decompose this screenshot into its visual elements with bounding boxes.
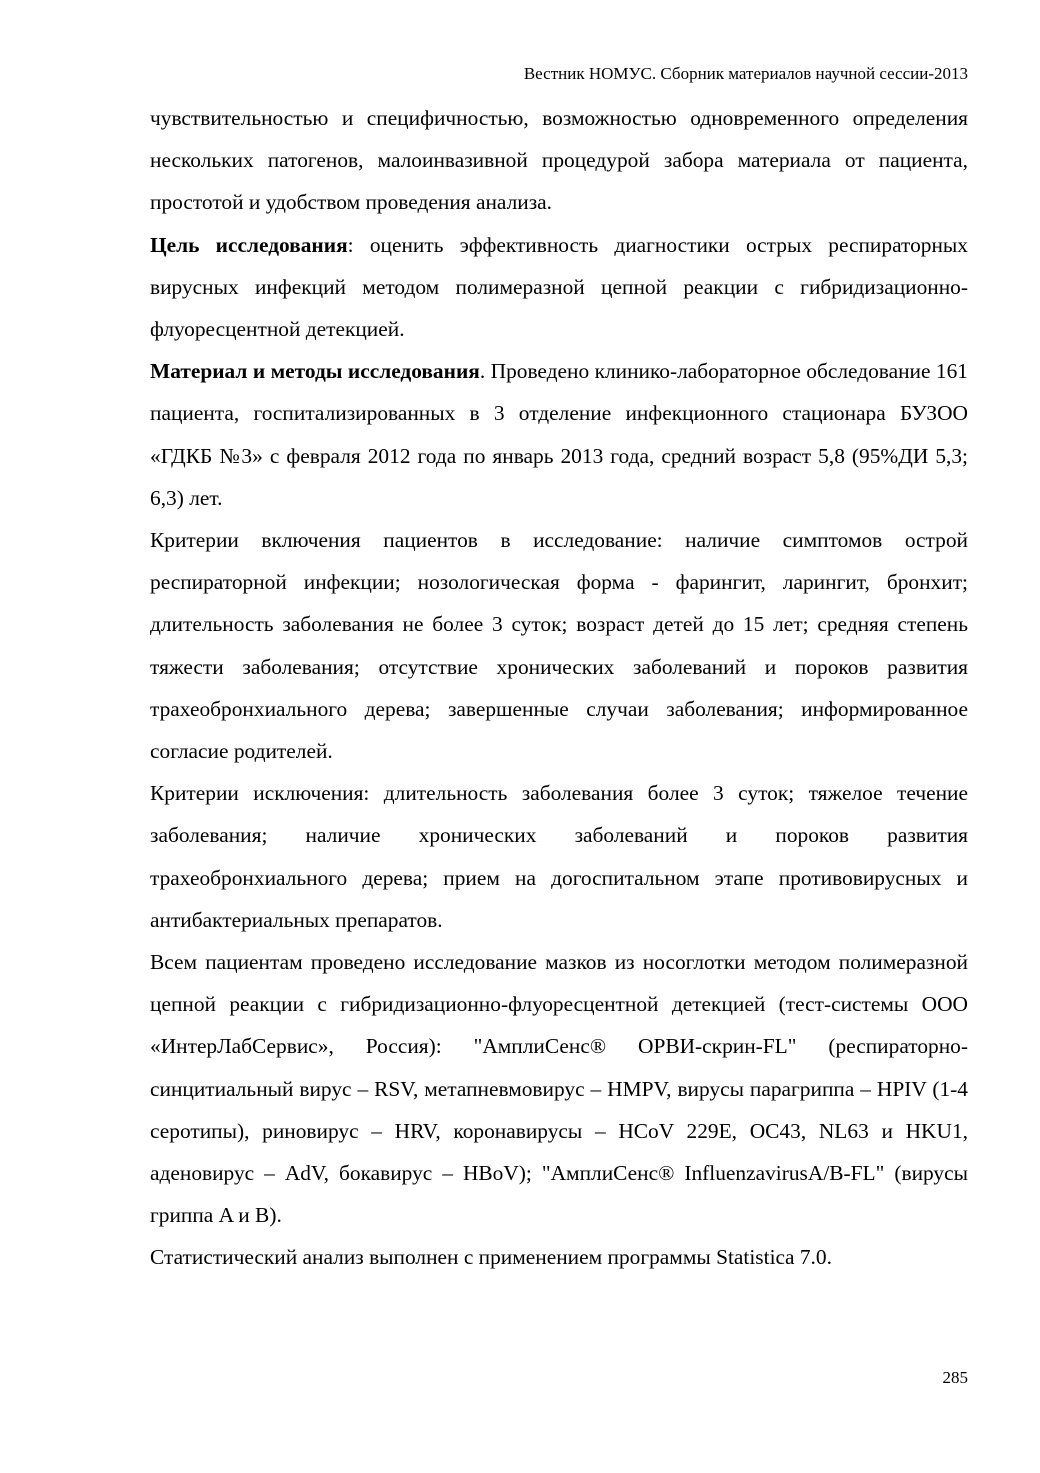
statistics-text: Статистический анализ выполнен с применением программы Statistica 7.0. xyxy=(150,1245,832,1270)
aim-text: : оценить эффективность диагностики острых респираторных вирусных инфекций методом полимеразной цепной реакции с гибридизационно-флуоресцентной детекцией. xyxy=(150,232,968,342)
exclusion-criteria-text: Критерии исключения: длительность заболевания более 3 суток; тяжелое течение заболевания; наличие хронических заболеваний и пороков развития трахеобронхиального дерева; прием на догоспитальном этапе противовирусных и антибактериальных препаратов. xyxy=(150,781,968,932)
running-header: Вестник НОМУС. Сборник материалов научной сессии-2013 xyxy=(523,64,968,83)
paragraph-intro xyxy=(150,97,968,224)
paragraph-inclusion-criteria xyxy=(150,519,968,772)
aim-heading: Цель исследования xyxy=(150,232,348,257)
paragraph-intro-text: чувствительностью и специфичностью, возможностью одновременного определения нескольких патогенов, малоинвазивной процедурой забора материала от пациента, простотой и удобством проведения анализа. xyxy=(150,106,968,215)
page-number: 285 xyxy=(942,1368,968,1387)
methods-heading: Материал и методы исследования xyxy=(150,359,480,384)
paragraph-aim xyxy=(150,224,968,351)
paragraph-exclusion-criteria xyxy=(150,772,968,941)
paragraph-methods xyxy=(150,350,968,519)
paragraph-pcr-testing xyxy=(150,941,968,1236)
article-body xyxy=(150,97,968,1279)
paragraph-statistics xyxy=(150,1236,968,1278)
methods-text: . Проведено клинико-лабораторное обследование 161 пациента, госпитализированных в 3 отделение инфекционного стационара БУЗОО «ГДКБ №3» с февраля 2012 года по январь 2013 года, средний возраст 5,8 (95%ДИ 5,3; 6,3) лет. xyxy=(150,359,968,510)
pcr-testing-text: Всем пациентам проведено исследование мазков из носоглотки методом полимеразной цепной реакции с гибридизационно-флуоресцентной детекцией (тест-системы ООО «ИнтерЛабСервис», Россия): "АмплиСенс® ОРВИ-скрин-FL" (респираторно-синцитиальный вирус – RSV, метапневмовирус – HMPV, вирусы парагриппа – HPIV (1-4 серотипы), риновирус – HRV, коронавирусы – HCoV 229E, OC43, NL63 и HKU1, аденовирус – AdV, бокавирус – HBoV); "АмплиСенс® InfluenzavirusA/B-FL" (вирусы гриппа A и B). xyxy=(150,950,968,1228)
inclusion-criteria-text: Критерии включения пациентов в исследование: наличие симптомов острой респираторной инфекции; нозологическая форма - фарингит, ларингит, бронхит; длительность заболевания не более 3 суток; возраст детей до 15 лет; средняя степень тяжести заболевания; отсутствие хронических заболеваний и пороков развития трахеобронхиального дерева; завершенные случаи заболевания; информированное согласие родителей. xyxy=(150,528,968,764)
